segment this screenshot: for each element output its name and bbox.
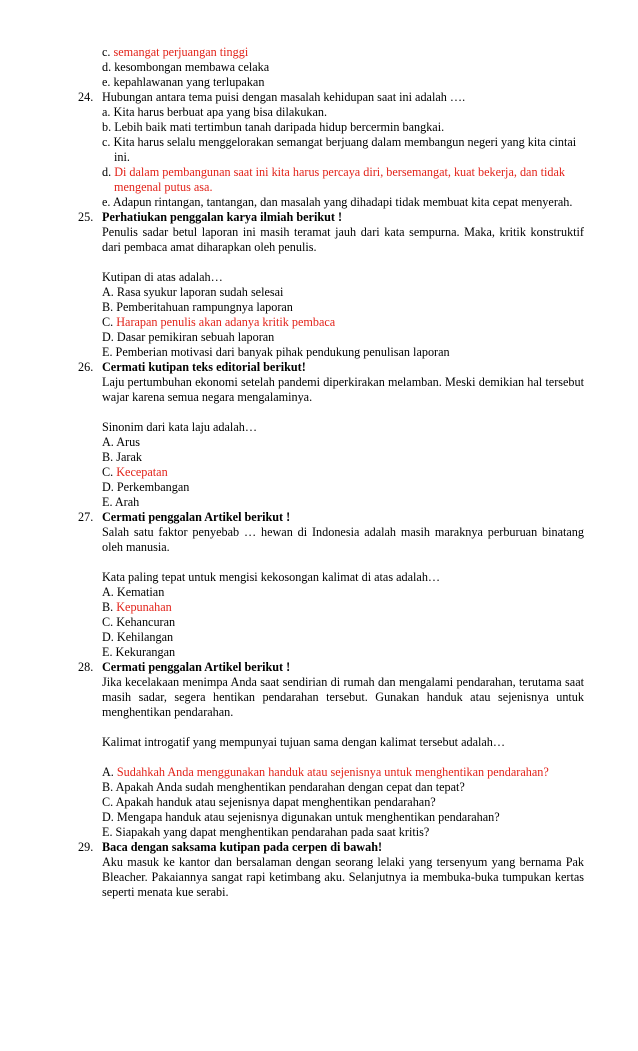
q26-options bbox=[0, 420, 638, 510]
q23-option-c: c. semangat perjuangan tinggi bbox=[102, 45, 249, 59]
q25-options bbox=[0, 270, 638, 360]
q23-options bbox=[0, 45, 638, 90]
q26-option-e: E. Arah bbox=[102, 495, 140, 509]
question-title: Cermati penggalan Artikel berikut ! bbox=[102, 660, 291, 674]
q23-option-d: d. kesombongan membawa celaka bbox=[102, 60, 270, 74]
q24-option-c: c. Kita harus selalu menggelorakan semangat berjuang dalam membangun negeri yang kita cintai bbox=[102, 135, 577, 149]
q28-option-d: D. Mengapa handuk atau sejenisnya digunakan untuk menghentikan pendarahan? bbox=[102, 810, 500, 824]
q26-option-a: A. Arus bbox=[102, 435, 140, 449]
q27-option-c: C. Kehancuran bbox=[102, 615, 176, 629]
question-passage: Laju pertumbuhan ekonomi setelah pandemi diperkirakan melamban. Meski demikian hal tersebut wajar karena semua negara mengalaminya. bbox=[102, 375, 584, 404]
q27-options bbox=[0, 570, 638, 660]
q26-option-c: C. Kecepatan bbox=[102, 465, 168, 479]
question-prompt: Kata paling tepat untuk mengisi kekosongan kalimat di atas adalah… bbox=[102, 570, 441, 584]
q28-option-c: C. Apakah handuk atau sejenisnya dapat menghentikan pendarahan? bbox=[102, 795, 436, 809]
question-title: Cermati penggalan Artikel berikut ! bbox=[102, 510, 291, 524]
q24-option-d-continued: mengenal putus asa. bbox=[114, 180, 213, 194]
question-passage: Aku masuk ke kantor dan bersalaman dengan seorang lelaki yang tersenyum yang bernama Pak Bleacher. Pakaiannya sangat rapi ketimbang aku. Selanjutnya ia membuka-buka tumpukan kertas seperti menata kue serabi. bbox=[102, 855, 584, 899]
question-number: 28. bbox=[78, 660, 94, 674]
q28-option-b: B. Apakah Anda sudah menghentikan pendarahan dengan cepat dan tepat? bbox=[102, 780, 465, 794]
q24-option-b: b. Lebih baik mati tertimbun tanah daripada hidup bercermin bangkai. bbox=[102, 120, 445, 134]
q26-option-b: B. Jarak bbox=[102, 450, 142, 464]
q27-option-a: A. Kematian bbox=[102, 585, 165, 599]
question-number: 29. bbox=[78, 840, 94, 854]
question-29 bbox=[0, 840, 638, 900]
question-24 bbox=[0, 90, 638, 210]
q24-option-e: e. Adapun rintangan, tantangan, dan masalah yang dihadapi tidak membuat kita cepat menyerah. bbox=[102, 195, 573, 209]
q27-option-d: D. Kehilangan bbox=[102, 630, 174, 644]
question-number: 27. bbox=[78, 510, 94, 524]
top-margin bbox=[0, 0, 638, 45]
q25-option-d: D. Dasar pemikiran sebuah laporan bbox=[102, 330, 275, 344]
q28-option-a: A. Sudahkah Anda menggunakan handuk atau sejenisnya untuk menghentikan pendarahan? bbox=[102, 765, 549, 779]
question-number: 24. bbox=[78, 90, 94, 104]
q24-options bbox=[0, 105, 638, 210]
q24-option-d: d. Di dalam pembangunan saat ini kita harus percaya diri, bersemangat, kuat bekerja, dan tidak bbox=[102, 165, 565, 179]
question-26 bbox=[0, 360, 638, 510]
question-25 bbox=[0, 210, 638, 360]
q28-option-e: E. Siapakah yang dapat menghentikan pendarahan pada saat kritis? bbox=[102, 825, 430, 839]
q24-option-c-continued: ini. bbox=[114, 150, 130, 164]
q25-option-a: A. Rasa syukur laporan sudah selesai bbox=[102, 285, 284, 299]
q23-option-e: e. kepahlawanan yang terlupakan bbox=[102, 75, 265, 89]
question-title: Cermati kutipan teks editorial berikut! bbox=[102, 360, 306, 374]
question-28 bbox=[0, 660, 638, 840]
question-prompt: Kalimat introgatif yang mempunyai tujuan sama dengan kalimat tersebut adalah… bbox=[102, 735, 506, 749]
question-title: Perhatiukan penggalan karya ilmiah berikut ! bbox=[102, 210, 343, 224]
question-prompt: Sinonim dari kata laju adalah… bbox=[102, 420, 258, 434]
question-text: Hubungan antara tema puisi dengan masalah kehidupan saat ini adalah …. bbox=[102, 90, 466, 104]
question-passage: Penulis sadar betul laporan ini masih teramat jauh dari kata sempurna. Maka, kritik konstruktif dari pembaca amat diharapkan oleh penulis. bbox=[102, 225, 584, 254]
q25-option-c: C. Harapan penulis akan adanya kritik pembaca bbox=[102, 315, 336, 329]
question-number: 25. bbox=[78, 210, 94, 224]
question-title: Baca dengan saksama kutipan pada cerpen di bawah! bbox=[102, 840, 383, 854]
q25-option-b: B. Pemberitahuan rampungnya laporan bbox=[102, 300, 293, 314]
q24-option-a: a. Kita harus berbuat apa yang bisa dilakukan. bbox=[102, 105, 328, 119]
question-passage: Jika kecelakaan menimpa Anda saat sendirian di rumah dan mengalami pendarahan, terutama saat masih sadar, segera hentikan pendarahan tersebut. Gunakan handuk atau sejenisnya untuk menghentikan pendarahan. bbox=[102, 675, 584, 719]
question-passage: Salah satu faktor penyebab … hewan di Indonesia adalah masih maraknya perburuan binatang oleh manusia. bbox=[102, 525, 584, 554]
q28-options bbox=[0, 765, 638, 840]
q26-option-d: D. Perkembangan bbox=[102, 480, 190, 494]
q27-option-b: B. Kepunahan bbox=[102, 600, 172, 614]
q25-option-e: E. Pemberian motivasi dari banyak pihak pendukung penulisan laporan bbox=[102, 345, 450, 359]
q27-option-e: E. Kekurangan bbox=[102, 645, 176, 659]
question-prompt: Kutipan di atas adalah… bbox=[102, 270, 223, 284]
question-number: 26. bbox=[78, 360, 94, 374]
question-27 bbox=[0, 510, 638, 660]
